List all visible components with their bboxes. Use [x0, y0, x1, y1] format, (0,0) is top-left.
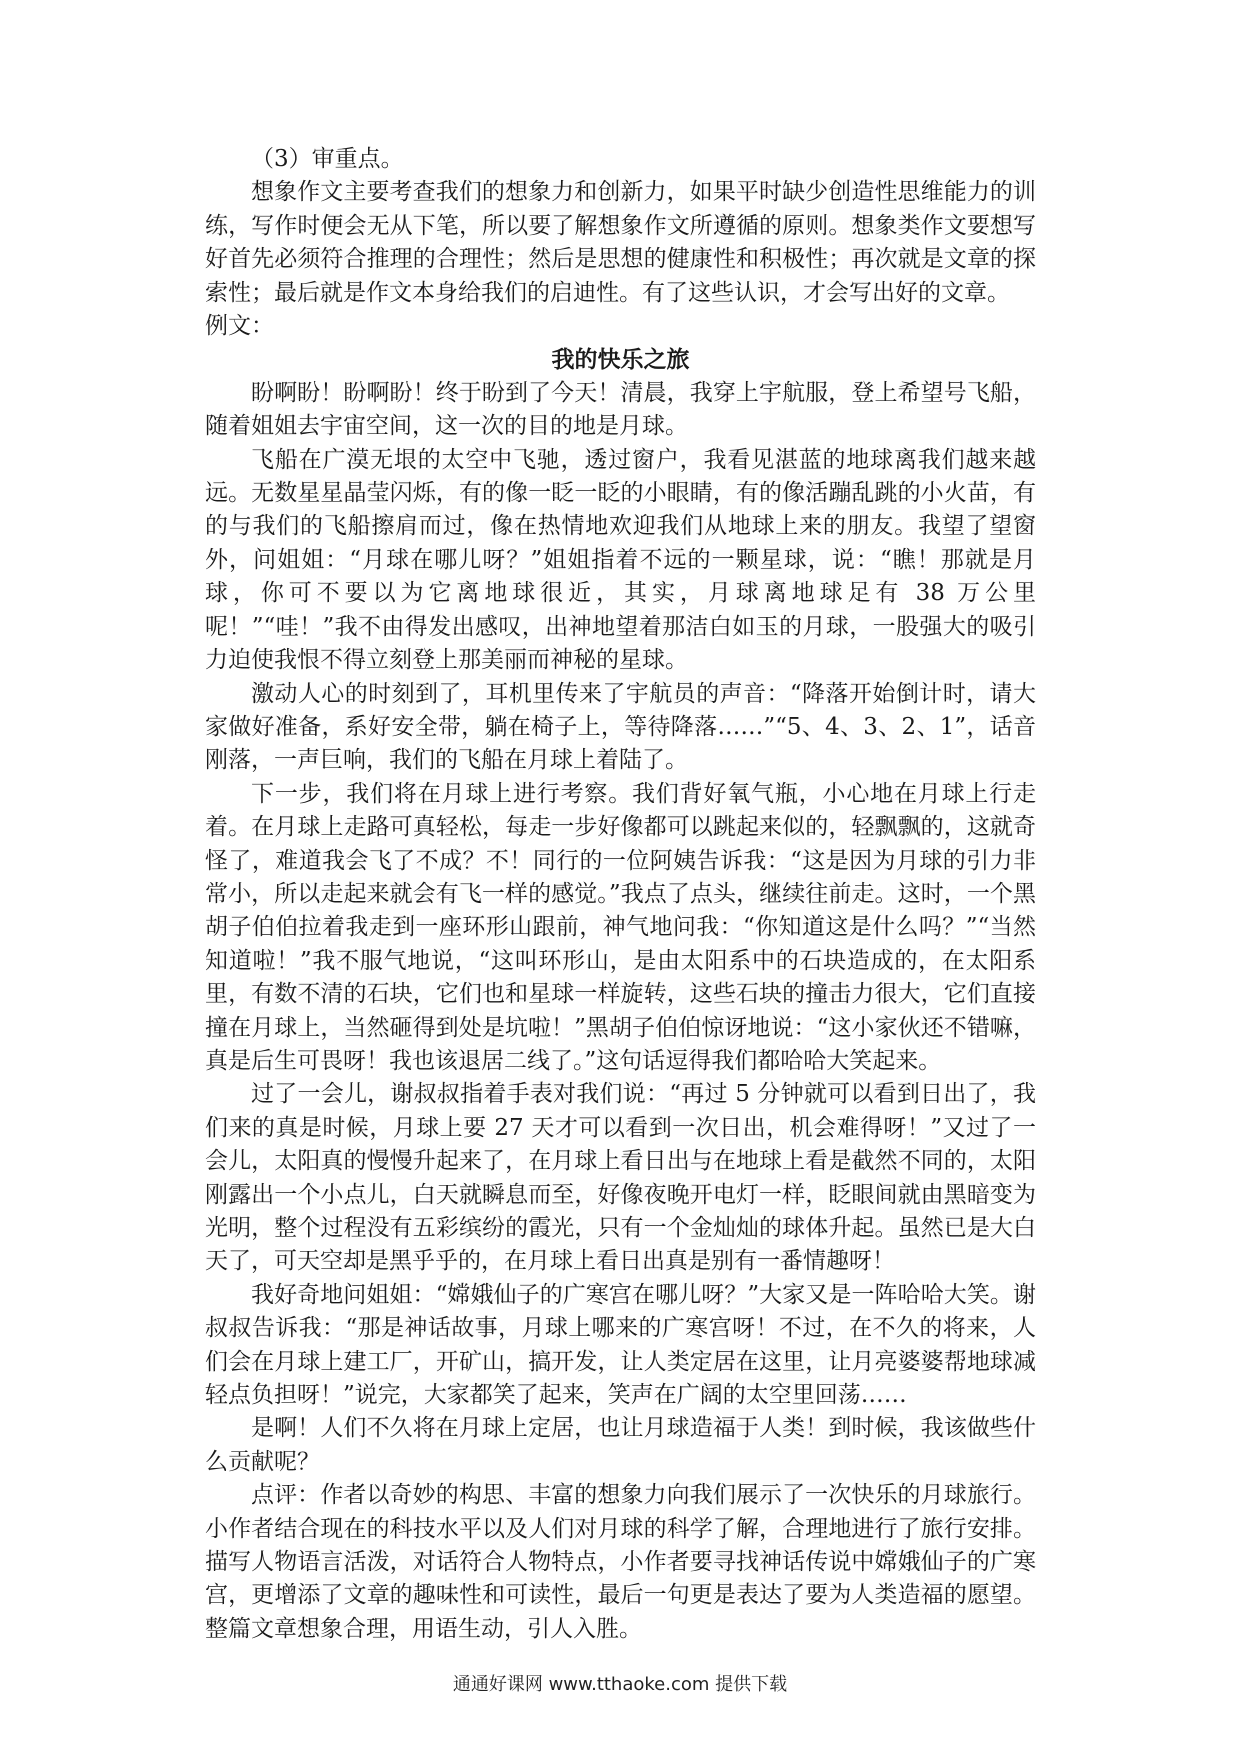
essay-paragraph-5: 过了一会儿，谢叔叔指着手表对我们说：“再过 5 分钟就可以看到日出了，我们来的真是时候，月球上要 27 天才可以看到一次日出，机会难得呀！”又过了一会儿，太阳真的慢慢升起来了，在月球上看日出与在地球上看是截然不同的，太阳刚露出一个小点儿，白天就瞬息而至，好像夜晚开电灯一样，眨眼间就由黑暗变为光明，整个过程没有五彩缤纷的霞光，只有一个金灿灿的球体升起。虽然已是大白天了，可天空却是黑乎乎的，在月球上看日出真是别有一番情趣呀！: [205, 1081, 1036, 1275]
intro-paragraph: 想象作文主要考查我们的想象力和创新力，如果平时缺少创造性思维能力的训练，写作时便会无从下笔，所以要了解想象作文所遵循的原则。想象类作文要想写好首先必须符合推理的合理性；然后是思想的健康性和积极性；再次就是文章的探索性；最后就是作文本身给我们的启迪性。有了这些认识，才会写出好的文章。: [205, 179, 1036, 306]
essay-paragraph-3: 激动人心的时刻到了，耳机里传来了宇航员的声音：“降落开始倒计时，请大家做好准备，系好安全带，躺在椅子上，等待降落……”“5、4、3、2、1”，话音刚落，一声巨响，我们的飞船在月球上着陆了。: [205, 680, 1036, 774]
page-footer: 通通好课网 www.tthaoke.com 提供下载: [452, 1674, 788, 1695]
essay-paragraph-2: 飞船在广漠无垠的太空中飞驰，透过窗户，我看见湛蓝的地球离我们越来越远。无数星星晶莹闪烁，有的像一眨一眨的小眼睛，有的像活蹦乱跳的小火苗，有的与我们的飞船擦肩而过，像在热情地欢迎我们从地球上来的朋友。我望了望窗外，问姐姐：“月球在哪儿呀？”姐姐指着不远的一颗星球，说：“瞧！那就是月球，你可不要以为它离地球很近，其实，月球离地球足有 38 万公里呢！”“哇！”我不由得发出感叹，出神地望着那洁白如玉的月球，一股强大的吸引力迫使我恨不得立刻登上那美丽而神秘的星球。: [205, 446, 1036, 674]
section-heading: （3）审重点。: [251, 146, 404, 172]
essay-paragraph-4: 下一步，我们将在月球上进行考察。我们背好氧气瓶，小心地在月球上行走着。在月球上走路可真轻松，每走一步好像都可以跳起来似的，轻飘飘的，这就奇怪了，难道我会飞了不成？不！同行的一位阿姨告诉我：“这是因为月球的引力非常小，所以走起来就会有飞一样的感觉。”我点了点头，继续往前走。这时，一个黑胡子伯伯拉着我走到一座环形山跟前，神气地问我：“你知道这是什么吗？”“当然知道啦！”我不服气地说，“这叫环形山，是由太阳系中的石块造成的，在太阳系里，有数不清的石块，它们也和星球一样旋转，这些石块的撞击力很大，它们直接撞在月球上，当然砸得到处是坑啦！”黑胡子伯伯惊讶地说：“这小家伙还不错嘛，真是后生可畏呀！我也该退居二线了。”这句话逗得我们都哈哈大笑起来。: [205, 780, 1036, 1074]
essay-paragraph-6: 我好奇地问姐姐：“嫦娥仙子的广寒宫在哪儿呀？”大家又是一阵哈哈大笑。谢叔叔告诉我：“那是神话故事，月球上哪来的广寒宫呀！不过，在不久的将来，人们会在月球上建工厂，开矿山，搞开发，让人类定居在这里，让月亮婆婆帮地球减轻点负担呀！”说完，大家都笑了起来，笑声在广阔的太空里回荡……: [205, 1281, 1036, 1409]
essay-title: 我的快乐之旅: [551, 346, 690, 374]
essay-paragraph-1: 盼啊盼！盼啊盼！终于盼到了今天！清晨，我穿上宇航服，登上希望号飞船，随着姐姐去宇宙空间，这一次的目的地是月球。: [205, 379, 1036, 440]
essay-paragraph-7: 是啊！人们不久将在月球上定居，也让月球造福于人类！到时候，我该做些什么贡献呢？: [205, 1415, 1036, 1475]
comment-paragraph: 点评：作者以奇妙的构思、丰富的想象力向我们展示了一次快乐的月球旅行。小作者结合现在的科技水平以及人们对月球的科学了解，合理地进行了旅行安排。描写人物语言活泼，对话符合人物特点，小作者要寻找神话传说中嫦娥仙子的广寒宫，更增添了文章的趣味性和可读性，最后一句更是表达了要为人类造福的愿望。整篇文章想象合理，用语生动，引人入胜。: [205, 1482, 1036, 1642]
example-label: 例文：: [205, 313, 274, 340]
document-body: [205, 143, 1036, 1646]
